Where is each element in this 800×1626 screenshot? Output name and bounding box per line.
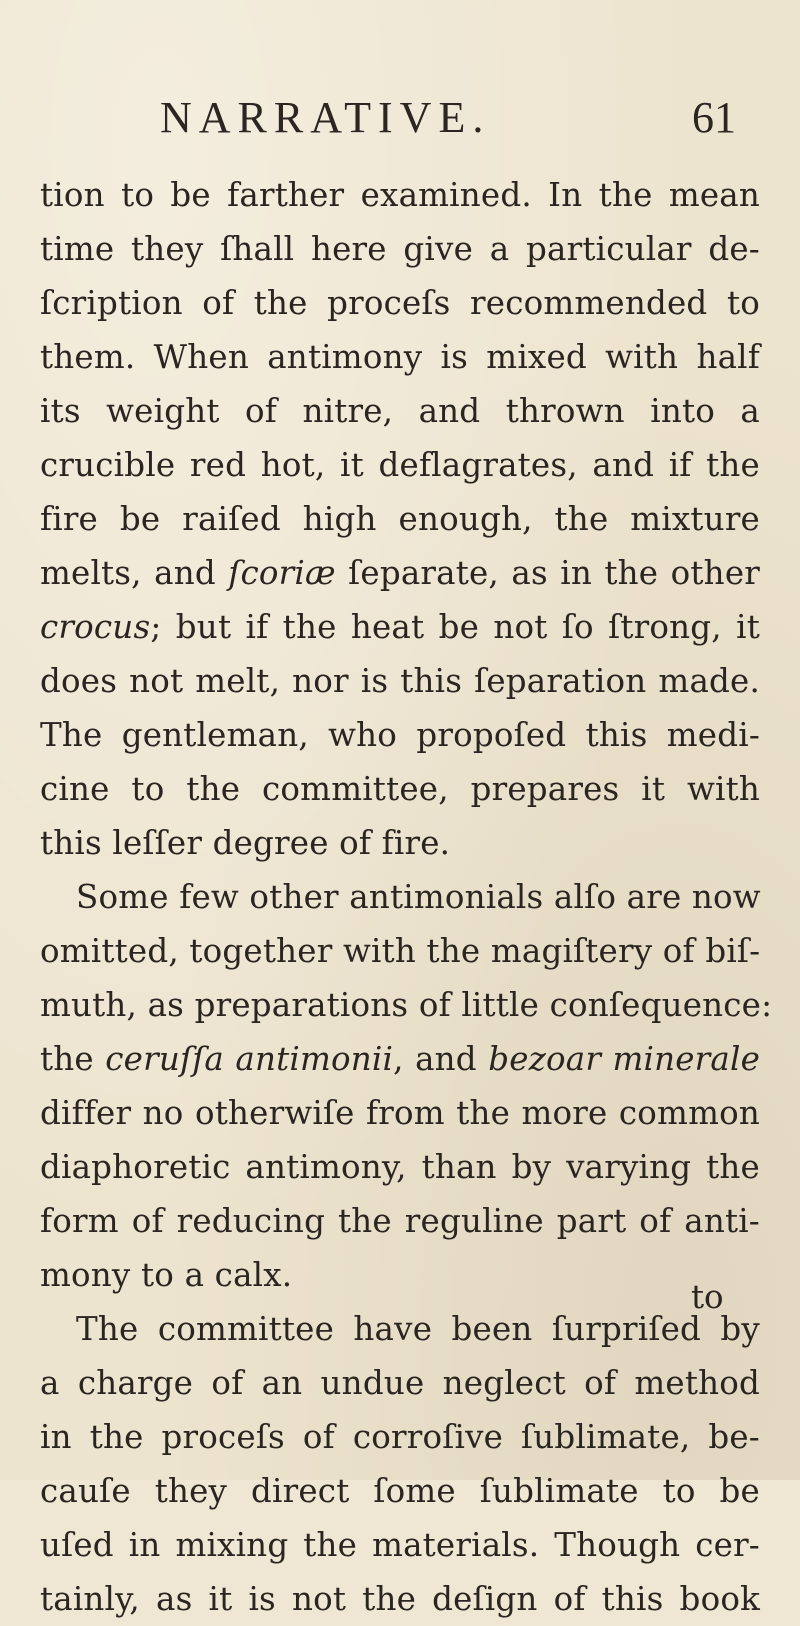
text-line: melts, and ſcoriæ ſeparate, as in the other bbox=[40, 554, 760, 592]
running-title: NARRATIVE. bbox=[160, 93, 491, 142]
text-line: the ceruſſa antimonii, and bezoar minerale bbox=[40, 1040, 761, 1078]
text-line: its weight of nitre, and thrown into a bbox=[40, 392, 760, 430]
text-line: time they ſhall here give a particular de- bbox=[40, 230, 760, 268]
text-line: ſcription of the proceſs recommended to bbox=[40, 284, 760, 322]
running-head bbox=[0, 92, 800, 152]
text-line: differ no otherwiſe from the more common bbox=[40, 1094, 760, 1132]
text-line: The committee have been ſurpriſed by bbox=[76, 1310, 760, 1348]
text-line: cauſe they direct ſome ſublimate to be bbox=[40, 1472, 760, 1510]
text-line: tainly, as it is not the deſign of this book bbox=[40, 1580, 760, 1618]
text-line: diaphoretic antimony, than by varying the bbox=[40, 1148, 760, 1186]
catchword: to bbox=[691, 1278, 724, 1316]
text-line: tion to be farther examined. In the mean bbox=[40, 176, 760, 214]
text-line: does not melt, nor is this ſeparation made. bbox=[40, 662, 760, 700]
text-line: crucible red hot, it deflagrates, and if the bbox=[40, 446, 760, 484]
text-line: uſed in mixing the materials. Though cer- bbox=[40, 1526, 760, 1564]
text-line: muth, as preparations of little conſequence: bbox=[40, 986, 773, 1024]
text-line: omitted, together with the magiſtery of biſ- bbox=[40, 932, 761, 970]
text-line: in the proceſs of corroſive ſublimate, be- bbox=[40, 1418, 760, 1456]
text-line: cine to the committee, prepares it with bbox=[40, 770, 760, 808]
text-line: form of reducing the reguline part of anti- bbox=[40, 1202, 760, 1240]
text-line: a charge of an undue neglect of method bbox=[40, 1364, 760, 1402]
body-text bbox=[40, 168, 773, 1626]
text-line: The gentleman, who propoſed this medi- bbox=[40, 716, 760, 754]
text-line: fire be raiſed high enough, the mixture bbox=[40, 500, 760, 538]
text-line: this leſſer degree of fire. bbox=[40, 824, 451, 862]
text-line: crocus; but if the heat be not ſo ſtrong, it bbox=[40, 608, 760, 646]
text-line: them. When antimony is mixed with half bbox=[40, 338, 760, 376]
page-number: 61 bbox=[692, 93, 736, 142]
text-line: mony to a calx. bbox=[40, 1256, 293, 1294]
text-line: Some few other antimonials alſo are now bbox=[76, 878, 761, 916]
